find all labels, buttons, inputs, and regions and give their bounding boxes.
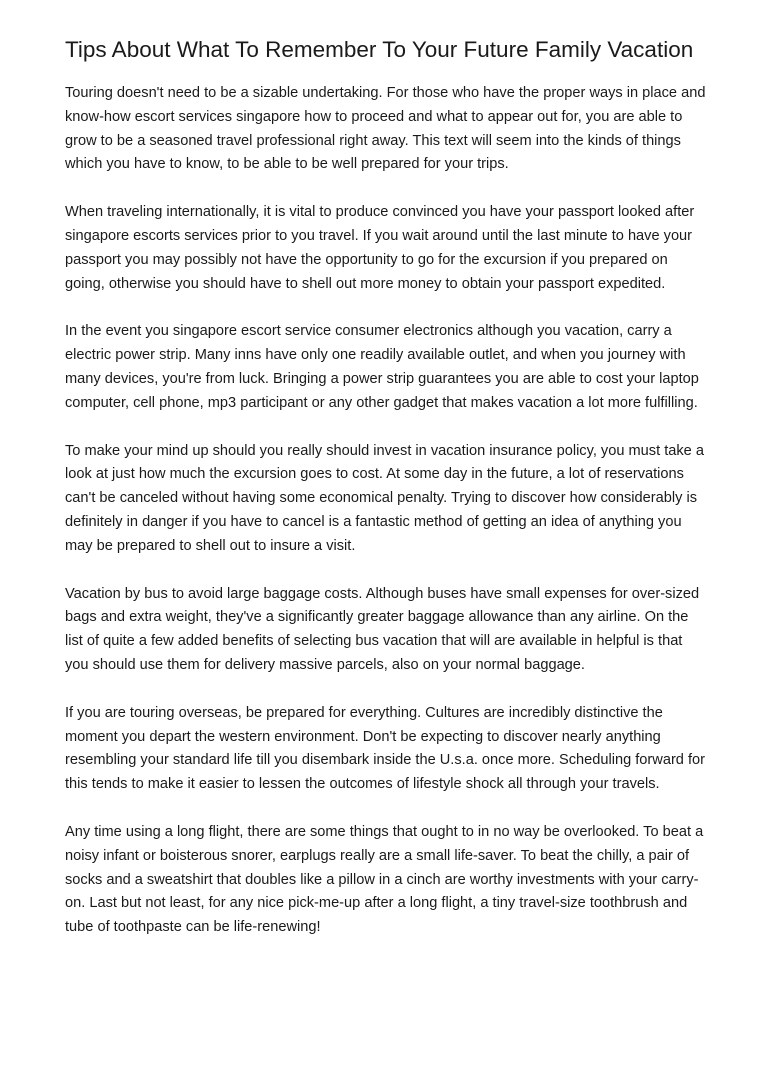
document-title: Tips About What To Remember To Your Future Family Vacation bbox=[65, 37, 694, 62]
paragraph-2: When traveling internationally, it is vital to produce convinced you have your passport looked after singapore escorts services prior to you travel. If you wait around until the last minute to have your passport you may possibly not have the opportunity to go for the excursion if you prepared on going, otherwise you should have to shell out more money to obtain your passport expedited. bbox=[65, 204, 695, 292]
paragraph-6: If you are touring overseas, be prepared for everything. Cultures are incredibly distinctive the moment you depart the western environment. Don't be expecting to discover nearly anything resembling your standard life till you disembark inside the U.s.a. once more. Scheduling forward for this tends to make it easier to lessen the outcomes of lifestyle shock all through your travels. bbox=[65, 704, 706, 793]
paragraph-1: Touring doesn't need to be a sizable undertaking. For those who have the proper ways in place and know-how escort services singapore how to proceed and what to appear out for, you are able to grow to be a seasoned travel professional right away. This text will seem into the kinds of things which you have to know, to be able to be well prepared for your trips. bbox=[65, 85, 706, 173]
paragraph-7: Any time using a long flight, there are some things that ought to in no way be overlooked. To beat a noisy infant or boisterous snorer, earplugs really are a small life-saver. To beat the chilly, a pair of socks and a sweatshirt that doubles like a pillow in a cinch are worthy investments with your carry-on. Last but not least, for any nice pick-me-up after a long flight, a tiny travel-size toothbrush and tube of toothpaste can be life-renewing! bbox=[65, 823, 704, 936]
paragraph-5: Vacation by bus to avoid large baggage costs. Although buses have small expenses for over-sized bags and extra weight, they've a significantly greater baggage allowance than any airline. On the list of quite a few added benefits of selecting bus vacation that will are available in helpful is that you should use them for delivery massive parcels, also on your normal baggage. bbox=[65, 585, 700, 673]
paragraph-4: To make your mind up should you really should invest in vacation insurance policy, you must take a look at just how much the excursion goes to cost. At some day in the future, a lot of reservations can't be canceled without having some economical penalty. Trying to discover how considerably is definitely in danger if you have to cancel is a fantastic method of getting an idea of anything you may be prepared to shell out to insure a visit. bbox=[65, 442, 704, 554]
paragraph-3: In the event you singapore escort service consumer electronics although you vacation, carry a electric power strip. Many inns have only one readily available outlet, and when you journey with many devices, you're from luck. Bringing a power strip guarantees you are able to cost your laptop computer, cell phone, mp3 participant or any other gadget that makes vacation a lot more fulfilling. bbox=[65, 323, 699, 411]
